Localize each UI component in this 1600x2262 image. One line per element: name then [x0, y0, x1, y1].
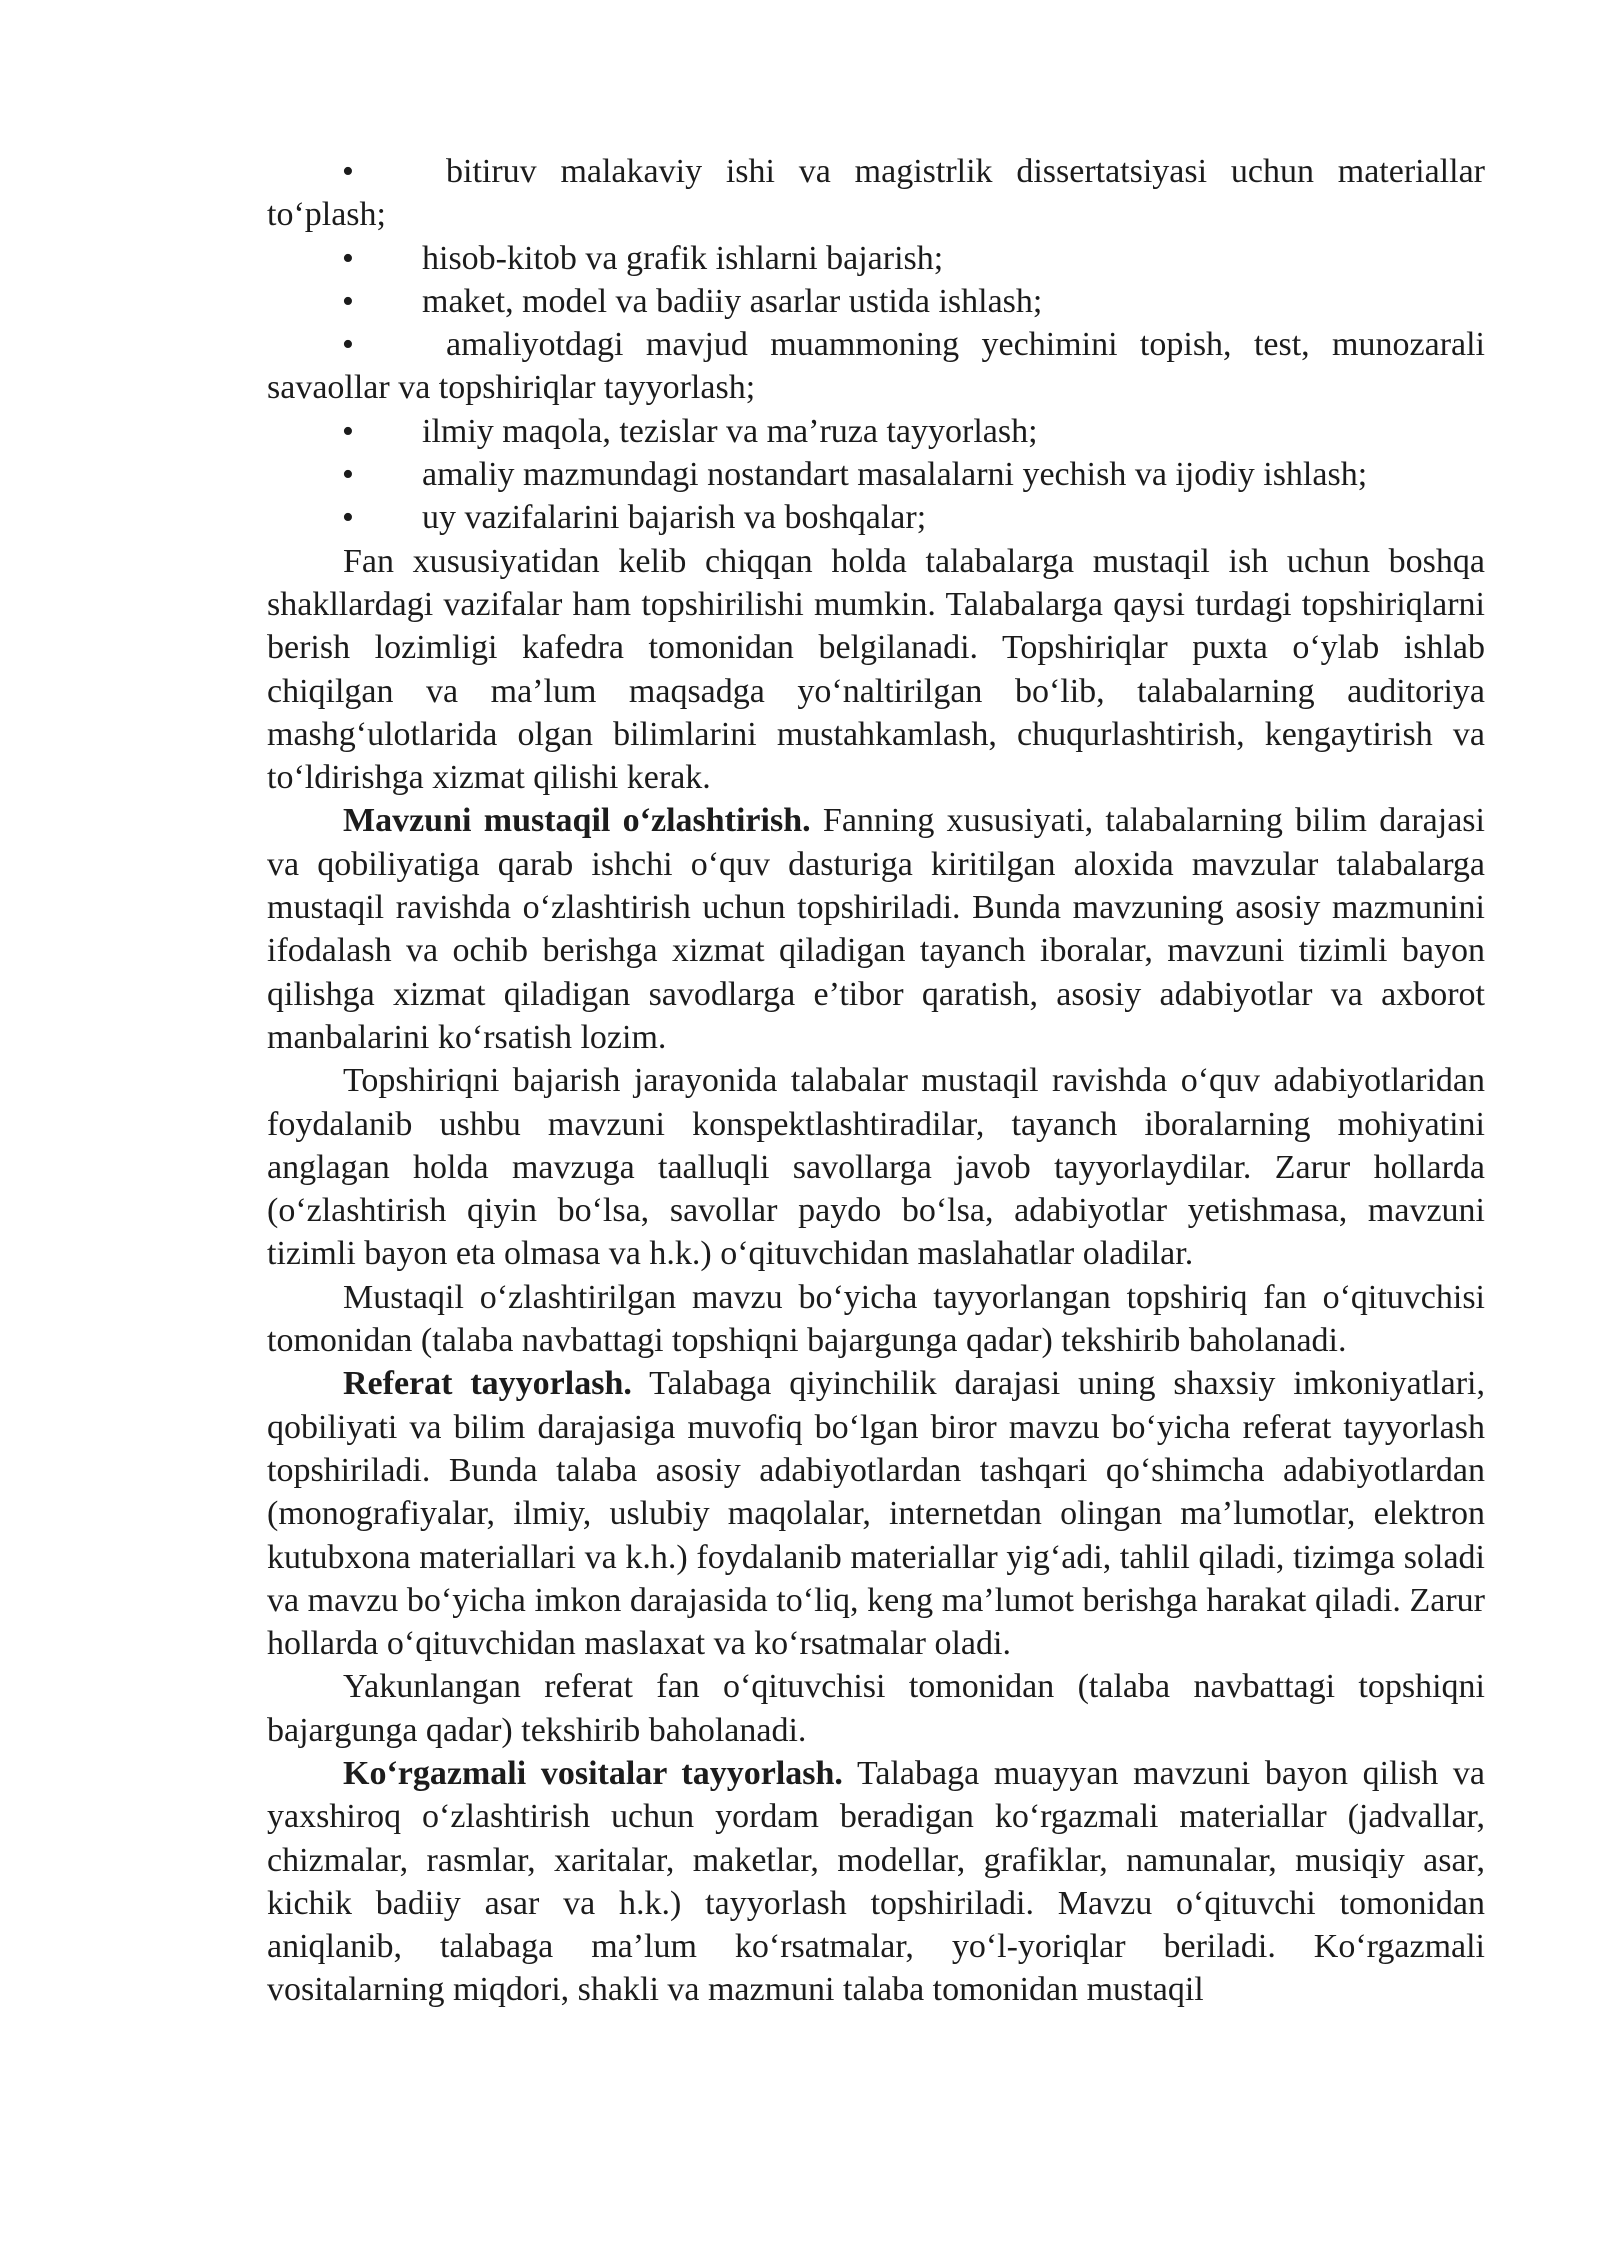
- body-paragraph: [267, 1665, 1485, 1752]
- bullet-text: amaliyotdagi mavjud muammoning yechimini topish, test, munozarali savaollar va topshiriqlar tayyorlash;: [267, 326, 1485, 407]
- paragraph-text: Yakunlangan referat fan o‘qituvchisi tomonidan (talaba navbattagi topshiqni bajargunga qadar) tekshirib baholanadi.: [267, 1668, 1485, 1749]
- paragraph-text: Fan xususiyatidan kelib chiqqan holda talabalarga mustaqil ish uchun boshqa shakllardagi vazifalar ham topshirilishi mumkin. Talabalarga qaysi turdagi topshiriqlarni berish lozimligi kafedra tomonidan belgilanadi. Topshiriqlar puxta o‘ylab ishlab chiqilgan va ma’lum maqsadga yo‘naltirilgan bo‘lib, talabalarning auditoriya mashg‘ulotlarida olgan bilimlarini mustahkamlash, chuqurlashtirish, kengaytirish va to‘ldirishga xizmat qilishi kerak.: [267, 542, 1485, 797]
- paragraph-text: Mustaqil o‘zlashtirilgan mavzu bo‘yicha tayyorlangan topshiriq fan o‘qituvchisi tomonidan (talaba navbattagi topshiqni bajargunga qadar) tekshirib baholanadi.: [267, 1278, 1485, 1360]
- bullet-item: [267, 150, 1485, 237]
- bullet-item: [267, 237, 1485, 280]
- bullet-item: [267, 496, 1485, 539]
- paragraph-text: Topshiriqni bajarish jarayonida talabalar mustaqil ravishda o‘quv adabiyotlaridan foydalanib ushbu mavzuni konspektlashtiradilar, tayanch iboralarning mohiyatini anglagan holda mavzuga taalluqli savollarga javob tayyorlaydilar. Zarur hollarda (o‘zlashtirish qiyin bo‘lsa, savollar paydo bo‘lsa, adabiyotlar yetishmasa, mavzuni tizimli bayon eta olmasa va h.k.) o‘qituvchidan maslahatlar oladilar.: [267, 1062, 1485, 1273]
- paragraph-heading: Ko‘rgazmali vositalar tayyorlash.: [343, 1754, 843, 1792]
- bullet-symbol: •: [342, 326, 354, 364]
- document-page: [267, 150, 1485, 2012]
- paragraph-text: Talabaga muayyan mavzuni bayon qilish va yaxshiroq o‘zlashtirish uchun yordam beradigan ko‘rgazmali materiallar (jadvallar, chizmalar, rasmlar, xaritalar, maketlar, modellar, grafiklar, namunalar, musiqiy asar, kichik badiiy asar va h.k.) tayyorlash topshiriladi. Mavzu o‘qituvchi tomonidan aniqlanib, talabaga ma’lum ko‘rsatmalar, yo‘l-yoriqlar beriladi. Ko‘rgazmali vositalarning miqdori, shakli va mazmuni talaba tomonidan mustaqil: [267, 1754, 1486, 2009]
- bullet-symbol: •: [342, 153, 354, 190]
- paragraph-text: Talabaga qiyinchilik darajasi uning shaxsiy imkoniyatlari, qobiliyati va bilim darajasiga muvofiq bo‘lgan biror mavzu bo‘yicha referat tayyorlash topshiriladi. Bunda talaba asosiy adabiyotlardan tashqari qo‘shimcha adabiyotlardan (monografiyalar, ilmiy, uslubiy maqolalar, internetdan olingan ma’lumotlar, elektron kutubxona materiallari va k.h.) foydalanib materiallar yig‘adi, tahlil qiladi, tizimga soladi va mavzu bo‘yicha imkon darajasida to‘liq, keng ma’lumot berishga harakat qiladi. Zarur hollarda o‘qituvchidan maslaxat va ko‘rsatmalar oladi.: [267, 1365, 1485, 1663]
- bullet-symbol: •: [342, 456, 354, 494]
- bullet-item: [267, 453, 1485, 496]
- paragraph-heading: Mavzuni mustaqil o‘zlashtirish.: [343, 802, 811, 840]
- bullet-symbol: •: [342, 412, 354, 450]
- bullet-text: hisob-kitob va grafik ishlarni bajarish;: [422, 239, 944, 277]
- bullet-symbol: •: [342, 282, 354, 320]
- body-paragraph: [267, 1059, 1485, 1275]
- paragraph-heading: Referat tayyorlash.: [343, 1365, 632, 1403]
- body-paragraph: [267, 799, 1485, 1059]
- body-paragraph: [267, 1362, 1485, 1665]
- bullet-item: [267, 410, 1485, 453]
- bullet-text: maket, model va badiiy asarlar ustida ishlash;: [422, 282, 1043, 320]
- bullet-symbol: •: [342, 239, 354, 277]
- bullet-item: [267, 280, 1485, 323]
- bullet-text: uy vazifalarini bajarish va boshqalar;: [422, 499, 927, 537]
- bullet-item: [267, 323, 1485, 410]
- body-paragraph: [267, 1276, 1485, 1363]
- paragraph-text: Fanning xususiyati, talabalarning bilim darajasi va qobiliyatiga qarab ishchi o‘quv dasturiga kiritilgan aloxida mavzular talabalarga mustaqil ravishda o‘zlashtirish uchun topshiriladi. Bunda mavzuning asosiy mazmunini ifodalash va ochib berishga xizmat qiladigan tayanch iboralar, mavzuni tizimli bayon qilishga xizmat qiladigan savodlarga e’tibor qaratish, asosiy adabiyotlar va axborot manbalarini ko‘rsatish lozim.: [267, 802, 1485, 1056]
- body-paragraph: [267, 1752, 1485, 2012]
- bullet-symbol: •: [342, 499, 354, 537]
- body-paragraph: [267, 540, 1485, 800]
- bullet-text: ilmiy maqola, tezislar va ma’ruza tayyorlash;: [422, 412, 1038, 450]
- bullet-text: amaliy mazmundagi nostandart masalalarni yechish va ijodiy ishlash;: [422, 456, 1368, 494]
- bullet-text: bitiruv malakaviy ishi va magistrlik dissertatsiyasi uchun materiallar to‘plash;: [267, 153, 1485, 234]
